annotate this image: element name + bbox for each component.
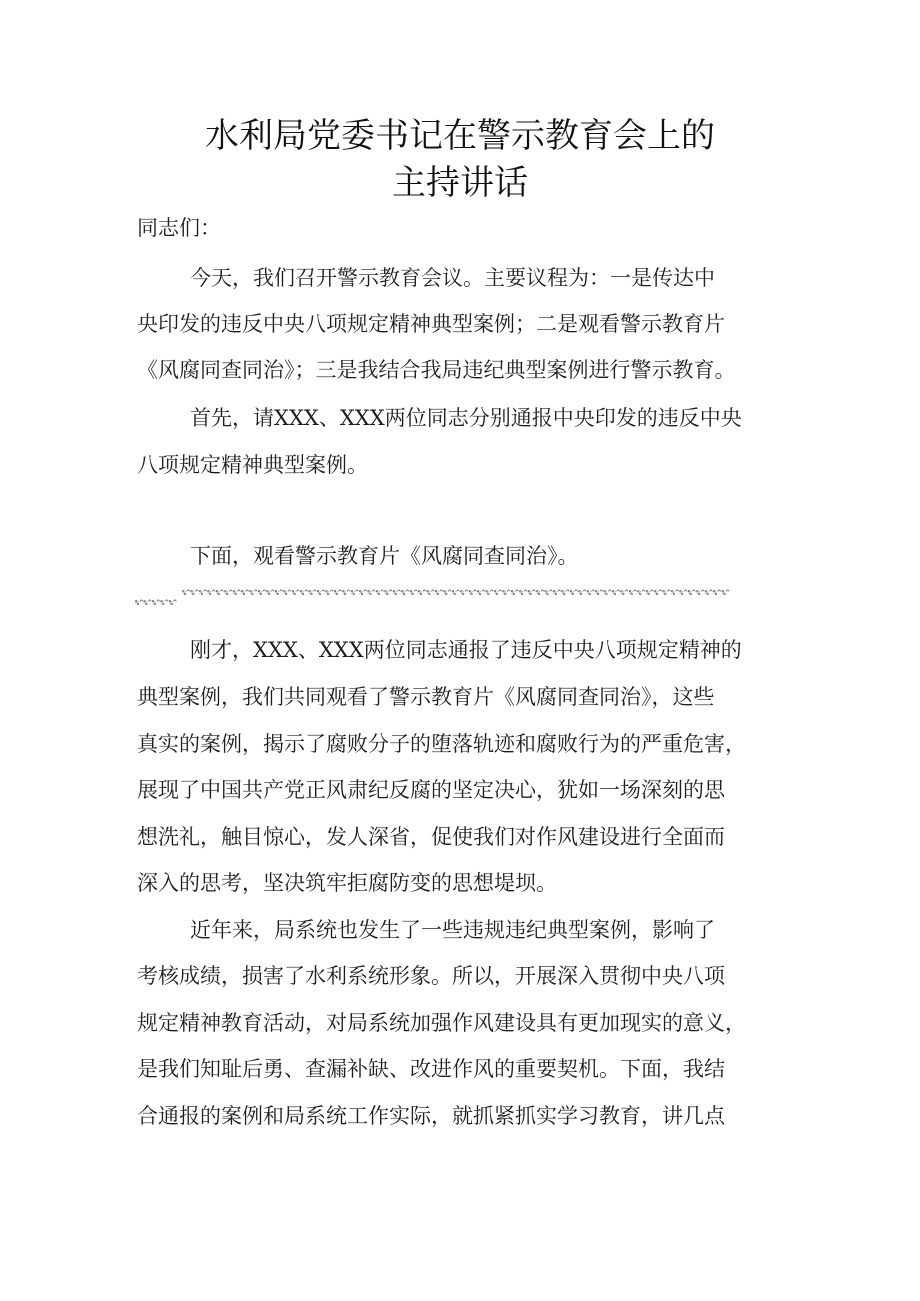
paragraph-2-line-2: 八项规定精神典型案例。 [137,453,368,477]
symbol-divider-line-1: %^%^%^%^%^%^%^%^%^%^%^%^%^%^%^%^%^%^%^%^%^%^%^%^%^%^%^%^%^%^%^%^%^%^%^%^%^%^%^%^%^%^%^%^%^%^%^%^%^%^%^%^%^%^%^%^%^%^%^%^%^%^%^%^%^ [182,589,730,597]
paragraph-4-line-6: 深入的思考，坚决筑牢拒腐防变的思想堤坝。 [137,871,557,895]
paragraph-1-line-1: 今天，我们召开警示教育会议。主要议程为：一是传达中 [190,266,715,290]
paragraph-1-line-3: 《风腐同查同治》；三是我结合我局违纪典型案例进行警示教育。 [137,358,736,382]
paragraph-5-line-1: 近年来，局系统也发生了一些违规违纪典型案例，影响了 [190,918,715,942]
paragraph-4-line-4: 展现了中国共产党正风肃纪反腐的坚定决心，犹如一场深刻的思 [137,778,725,802]
paragraph-2-line-1: 首先，请XXX、XXX两位同志分别通报中央印发的违反中央 [190,406,742,430]
paragraph-5-line-2: 考核成绩，损害了水利系统形象。所以，开展深入贯彻中央八项 [137,964,725,988]
paragraph-5-line-5: 合通报的案例和局系统工作实际，就抓紧抓实学习教育，讲几点 [137,1104,725,1128]
paragraph-3-line-1: 下面，观看警示教育片《风腐同查同治》。 [190,544,579,568]
paragraph-5-line-3: 规定精神教育活动，对局系统加强作风建设具有更加现实的意义， [137,1011,746,1035]
document-title-line-2: 主持讲话 [392,163,528,203]
paragraph-4-line-5: 想洗礼，触目惊心，发人深省，促使我们对作风建设进行全面而 [137,825,725,849]
paragraph-5-line-4: 是我们知耻后勇、查漏补缺、改进作风的重要契机。下面，我结 [137,1057,725,1081]
paragraph-4-line-2: 典型案例，我们共同观看了警示教育片《风腐同查同治》，这些 [137,685,715,709]
document-title-line-1: 水利局党委书记在警示教育会上的 [205,116,715,156]
paragraph-4-line-3: 真实的案例，揭示了腐败分子的堕落轨迹和腐败行为的严重危害， [137,732,746,756]
paragraph-4-line-1: 刚才，XXX、XXX两位同志通报了违反中央八项规定精神的 [190,638,742,662]
salutation: 同志们： [137,216,221,240]
paragraph-1-line-2: 央印发的违反中央八项规定精神典型案例；二是观看警示教育片 [137,312,725,336]
symbol-divider-line-2: %^%^%^%^%^ [135,599,178,607]
